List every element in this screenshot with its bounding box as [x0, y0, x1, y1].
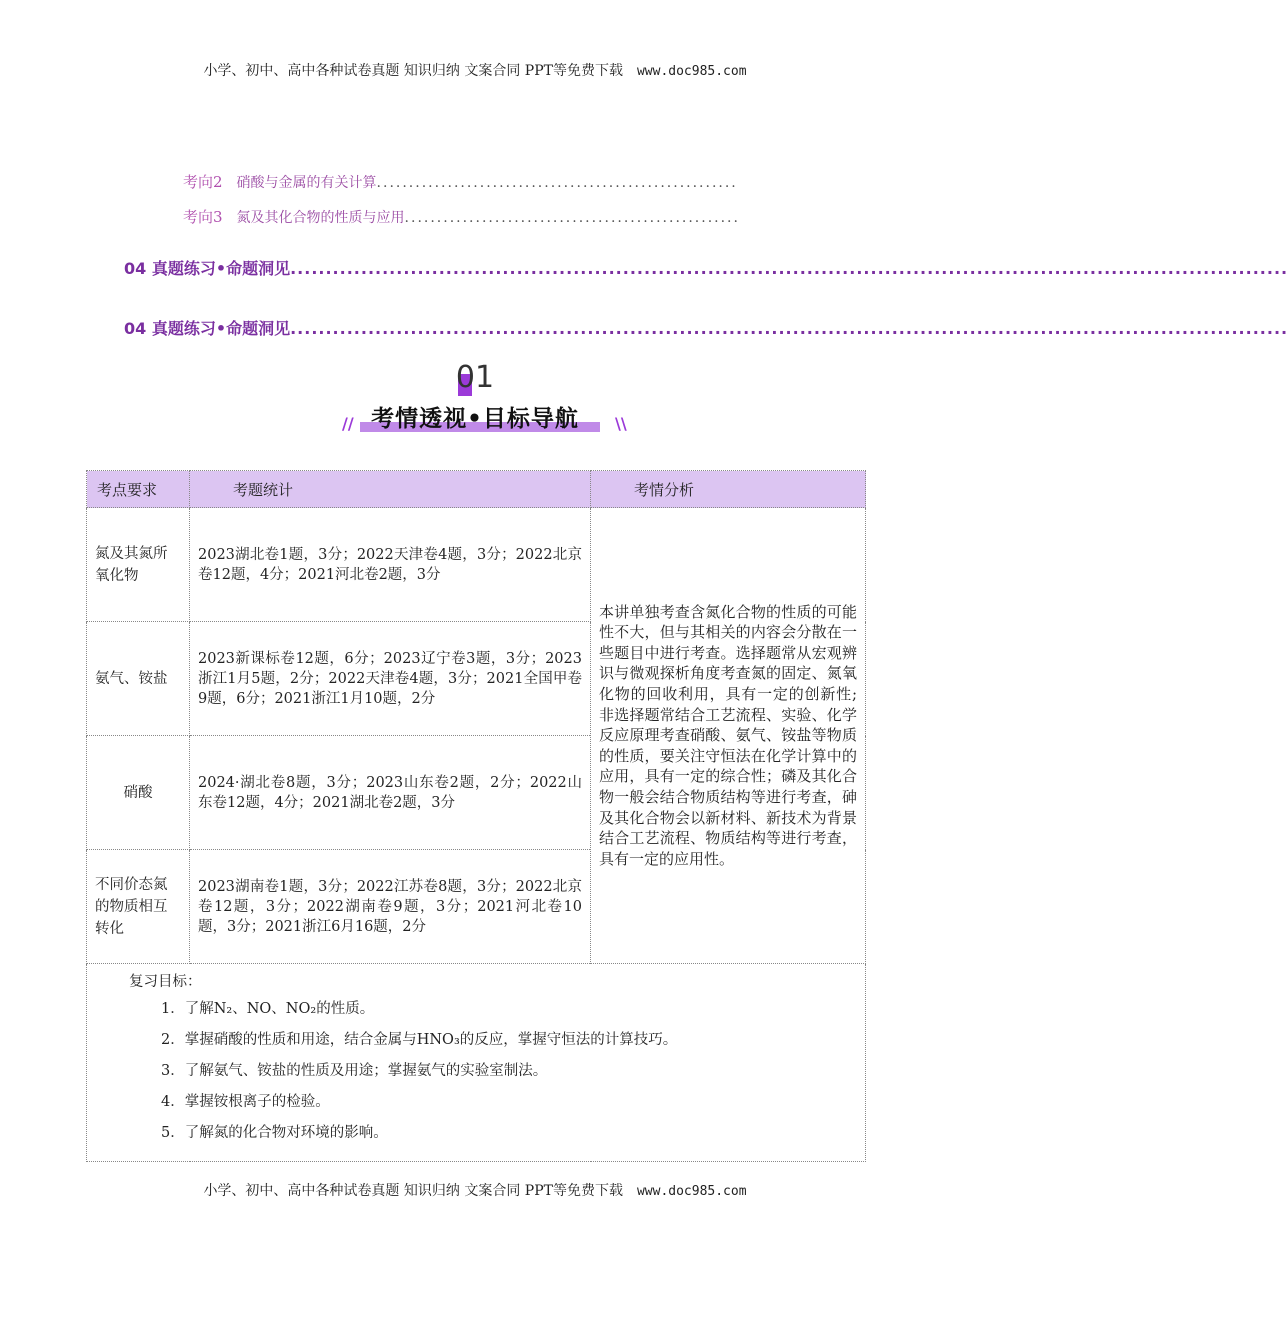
review-row: [87, 964, 866, 1162]
toc-item-label: 考向2: [183, 173, 223, 191]
review-item: 4．掌握铵根离子的检验。: [161, 1094, 330, 1110]
footer-url[interactable]: www.doc985.com: [636, 1184, 747, 1199]
col-header-stats: 考题统计: [190, 471, 591, 508]
slash-right-decoration: \\: [615, 414, 627, 433]
analysis-cell: 本讲单独考查含氮化合物的性质的可能性不大，但与其相关的内容会分散在一些题目中进行考查。选择题常从宏观辨识与微观探析角度考查氮的固定、氮氧化物的回收利用，具有一定的创新性;非选择题常结合工艺流程、实验、化学反应原理考查硝酸、氨气、铵盐等物质的性质，要关注守恒法在化学计算中的应用，具有一定的综合性；磷及其化合物一般会结合物质结构等进行考查，砷及其化合物会以新材料、新技术为背景结合工艺流程、物质结构等进行考查，具有一定的应用性。: [591, 508, 866, 964]
stats-cell: 2023新课标卷12题，6分；2023辽宁卷3题，3分；2023浙江1月5题，2分；2022天津卷4题，3分；2021全国甲卷9题，6分；2021浙江1月10题，2分: [190, 622, 591, 736]
toc-dots: .............................................................................................................................................: [290, 319, 1288, 338]
review-item: 5．了解氮的化合物对环境的影响。: [161, 1125, 388, 1141]
toc-item-title: 硝酸与金属的有关计算: [236, 175, 377, 191]
section-number: [0, 360, 950, 395]
section-number-text: 01: [455, 360, 495, 395]
toc-item-label: 考向3: [183, 208, 223, 226]
header-text: 小学、初中、高中各种试卷真题 知识归纳 文案合同 PPT等免费下载: [203, 63, 623, 79]
toc-dots: ........................................................: [376, 175, 738, 191]
toc-dots: ....................................................: [404, 210, 740, 226]
col-header-topic: 考点要求: [87, 471, 190, 508]
toc-item-title: 氮及其化合物的性质与应用: [236, 210, 405, 226]
toc-section-04-a[interactable]: [124, 256, 1288, 279]
topic-cell: 硝酸: [87, 736, 190, 850]
review-item: 2．掌握硝酸的性质和用途，结合金属与HNO₃的反应，掌握守恒法的计算技巧。: [161, 1032, 678, 1048]
stats-cell: 2023湖北卷1题，3分；2022天津卷4题，3分；2022北京卷12题，4分；2021河北卷2题，3分: [190, 508, 591, 622]
toc-dots: .............................................................................................................................................: [290, 259, 1288, 278]
slash-left-decoration: //: [342, 414, 354, 433]
toc-item-2[interactable]: [183, 171, 863, 192]
exam-analysis-table: [86, 470, 866, 1162]
toc-section-title: 04 真题练习•命题洞见: [124, 259, 291, 278]
review-goals-cell: [87, 964, 866, 1162]
review-item: 3．了解氨气、铵盐的性质及用途；掌握氨气的实验室制法。: [161, 1063, 548, 1079]
topic-cell: 不同价态氮的物质相互转化: [87, 850, 190, 964]
section-title-text: 考情透视•目标导航: [371, 406, 579, 432]
stats-cell: 2024·湖北卷8题，3分；2023山东卷2题，2分；2022山东卷12题，4分；2021湖北卷2题，3分: [190, 736, 591, 850]
table-header-row: [87, 471, 866, 508]
toc-section-04-b[interactable]: [124, 316, 1288, 339]
toc-item-3[interactable]: [183, 206, 863, 227]
review-title: 复习目标：: [129, 974, 202, 990]
topic-cell: 氮及其氮所氧化物: [87, 508, 190, 622]
header-url[interactable]: www.doc985.com: [636, 64, 747, 79]
table-row: [87, 508, 866, 622]
section-title: [0, 400, 950, 433]
stats-cell: 2023湖南卷1题，3分；2022江苏卷8题，3分；2022北京卷12题，3分；2022湖南卷9题，3分；2021河北卷10题，3分；2021浙江6月16题，2分: [190, 850, 591, 964]
page-footer: [0, 1180, 950, 1200]
review-item: 1．了解N₂、NO、NO₂的性质。: [161, 1001, 375, 1017]
toc-section-title: 04 真题练习•命题洞见: [124, 319, 291, 338]
footer-text: 小学、初中、高中各种试卷真题 知识归纳 文案合同 PPT等免费下载: [203, 1183, 623, 1199]
topic-cell: 氨气、铵盐: [87, 622, 190, 736]
page-header: [0, 60, 950, 80]
col-header-analysis: 考情分析: [591, 471, 866, 508]
